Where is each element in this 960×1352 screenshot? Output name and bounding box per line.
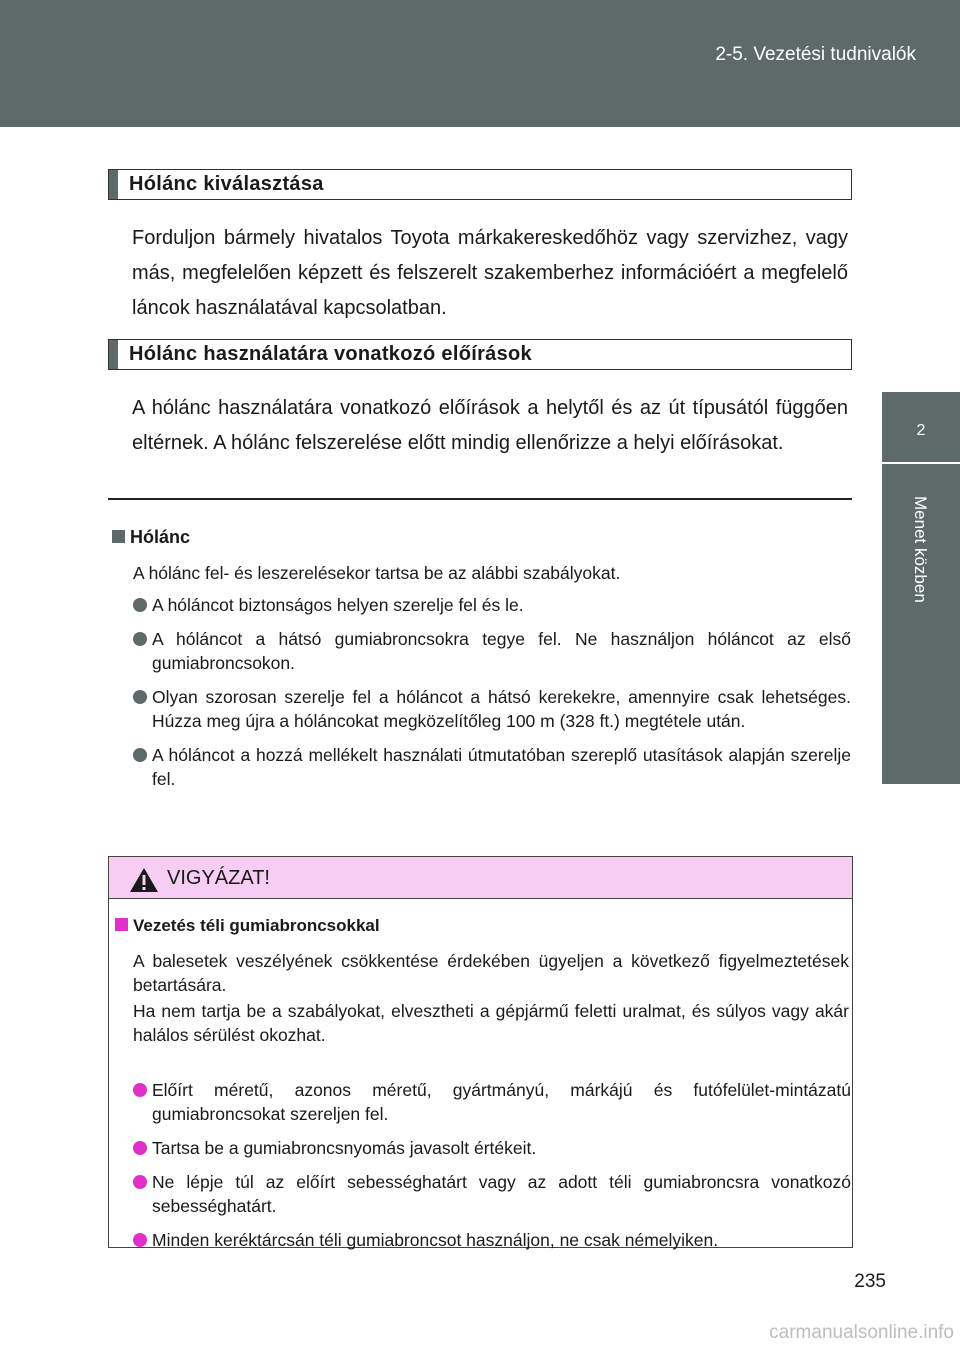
- section-heading-chain-regulations: [108, 339, 852, 370]
- caution-title: VIGYÁZAT!: [167, 867, 270, 889]
- chapter-side-tab: [882, 392, 960, 784]
- subsection-intro: A hólánc fel- és leszerelésekor tartsa be az alábbi szabályokat.: [133, 563, 621, 583]
- subsection-title-text: Hólánc: [130, 527, 191, 547]
- caution-paragraph: Ha nem tartja be a szabályokat, elvesztheti a gépjármű feletti uralmat, és súlyos vagy akár halálos sérülést okozhat.: [133, 1001, 849, 1045]
- list-item: Tartsa be a gumiabroncsnyomás javasolt értékeit.: [133, 1136, 851, 1160]
- chapter-title: 2-5. Vezetési tudnivalók: [715, 44, 916, 65]
- round-bullet-icon: [133, 1083, 147, 1097]
- heading-accent-bar: [109, 340, 118, 369]
- subsection-title: [112, 527, 190, 548]
- round-bullet-icon: [133, 1175, 147, 1189]
- round-bullet-icon: [133, 598, 147, 612]
- square-bullet-icon: [115, 918, 128, 931]
- section-heading-chain-selection: [108, 169, 852, 200]
- heading-accent-bar: [109, 170, 118, 199]
- section-paragraph: Forduljon bármely hivatalos Toyota márkakereskedőhöz vagy szervizhez, vagy más, megfelelően képzett és felszerelt szakemberhez információért a megfelelő láncok használatával kapcsolatban.: [132, 227, 848, 319]
- side-tab-divider: [882, 462, 960, 464]
- chapter-label: Menet közben: [911, 496, 930, 603]
- snow-chain-bullet-list: [133, 593, 851, 801]
- caution-box: [108, 856, 853, 1248]
- list-item: A hóláncot a hozzá mellékelt használati útmutatóban szereplő utasítások alapján szerelje fel.: [133, 743, 851, 791]
- watermark: carmanualsonline.info: [769, 1322, 954, 1343]
- list-item: Olyan szorosan szerelje fel a hóláncot a hátsó kerekekre, amennyire csak lehetséges. Húzza meg újra a hóláncokat megközelítőleg 100 m (328 ft.) megtétele után.: [133, 685, 851, 733]
- horizontal-divider: [108, 498, 852, 500]
- page-header: [0, 0, 960, 127]
- list-item: Előírt méretű, azonos méretű, gyártmányú, márkájú és futófelület-mintázatú gumiabroncsokat szereljen fel.: [133, 1078, 851, 1126]
- caution-paragraph: A balesetek veszélyének csökkentése érdekében ügyeljen a következő figyelmeztetések betartására.: [133, 951, 849, 995]
- warning-triangle-icon: [129, 867, 159, 893]
- list-item: A hóláncot biztonságos helyen szerelje fel és le.: [133, 593, 851, 617]
- page-number: 235: [854, 1271, 886, 1292]
- square-bullet-icon: [112, 530, 125, 543]
- section-heading-text: Hólánc használatára vonatkozó előírások: [129, 343, 532, 365]
- list-item: Ne lépje túl az előírt sebességhatárt vagy az adott téli gumiabroncsra vonatkozó sebességhatárt.: [133, 1170, 851, 1218]
- round-bullet-icon: [133, 1233, 147, 1247]
- round-bullet-icon: [133, 690, 147, 704]
- round-bullet-icon: [133, 632, 147, 646]
- caution-header: [109, 857, 852, 899]
- round-bullet-icon: [133, 748, 147, 762]
- section-paragraph: A hólánc használatára vonatkozó előírások a helytől és az út típusától függően eltérnek. A hólánc felszerelése előtt mindig ellenőrizze a helyi előírásokat.: [132, 397, 848, 454]
- caution-subtitle-text: Vezetés téli gumiabroncsokkal: [133, 916, 380, 935]
- section-heading-text: Hólánc kiválasztása: [129, 173, 324, 195]
- caution-subtitle: [115, 916, 380, 936]
- list-item: A hóláncot a hátsó gumiabroncsokra tegye fel. Ne használjon hóláncot az első gumiabroncsokon.: [133, 627, 851, 675]
- round-bullet-icon: [133, 1141, 147, 1155]
- chapter-number: 2: [916, 422, 926, 439]
- caution-bullet-list: [133, 1078, 851, 1262]
- list-item: Minden keréktárcsán téli gumiabroncsot használjon, ne csak némelyiken.: [133, 1228, 851, 1252]
